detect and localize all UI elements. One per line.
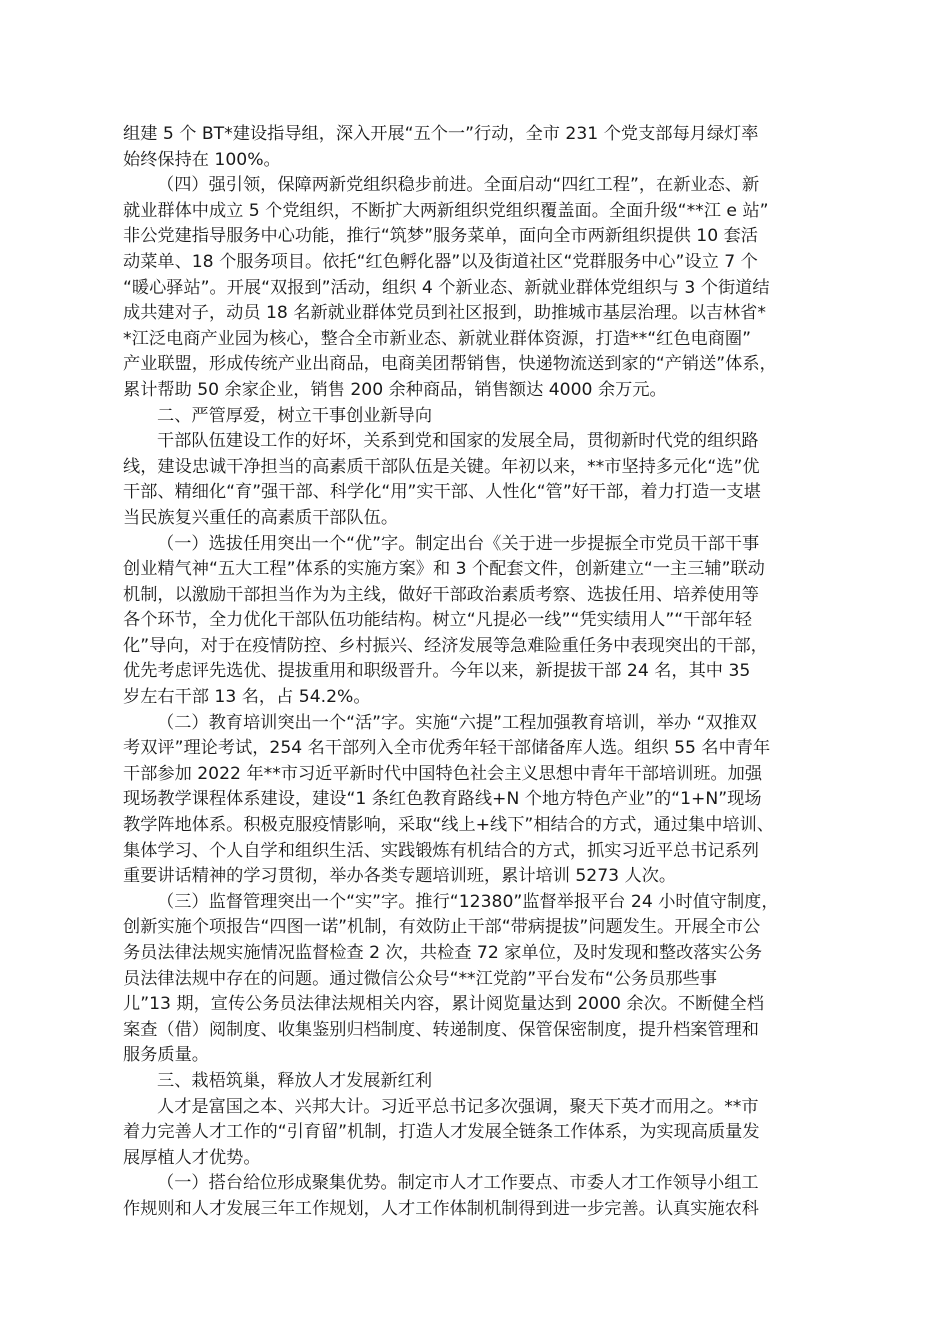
- text-line: 员法律法规中存在的问题。通过微信公众号“**江党韵”平台发布“公务员那些事: [123, 968, 717, 989]
- text-line: 岁左右干部 13 名，占 54.2%。: [123, 687, 371, 708]
- text-line: 重要讲话精神的学习贯彻，举办各类专题培训班，累计培训 5273 人次。: [123, 866, 677, 887]
- text-line: 动菜单、18 个服务项目。依托“红色孵化器”以及街道社区“党群服务中心”设立 7 个: [123, 251, 758, 272]
- text-line: 干部、精细化“育”强干部、科学化“用”实干部、人性化“管”好干部，着力打造一支堪: [123, 482, 761, 503]
- text-line: 当民族复兴重任的高素质干部队伍。: [123, 507, 399, 528]
- text-line: 干部队伍建设工作的好坏，关系到党和国家的发展全局，贯彻新时代党的组织路: [157, 431, 759, 452]
- text-line: 服务质量。: [123, 1045, 209, 1066]
- text-line: 化”导向，对于在疫情防控、乡村振兴、经济发展等急难险重任务中表现突出的干部，: [123, 635, 768, 656]
- text-line: 现场教学课程体系建设，建设“1 条红色教育路线+N 个地方特色产业”的“1+N”现场: [123, 789, 762, 810]
- text-line: 作规则和人才发展三年工作规划，人才工作体制机制得到进一步完善。认真实施农科: [123, 1198, 759, 1219]
- text-line: 各个环节，全力优化干部队伍功能结构。树立“凡提必一线”“凭实绩用人”“干部年轻: [123, 610, 752, 631]
- text-line: 二、严管厚爱，树立干事创业新导向: [157, 405, 433, 426]
- text-line: 人才是富国之本、兴邦大计。习近平总书记多次强调，聚天下英才而用之。**市: [157, 1096, 759, 1117]
- text-line: 务员法律法规实施情况监督检查 2 次，共检查 72 家单位，及时发现和整改落实公务: [123, 943, 763, 963]
- text-line: （三）监督管理突出一个“实”字。推行“12380”监督举报平台 24 小时值守制度，: [157, 891, 779, 912]
- document-body: [123, 122, 835, 1223]
- text-line: 组建 5 个 BT*建设指导组，深入开展“五个一”行动，全市 231 个党支部每月绿灯率: [123, 124, 759, 144]
- text-line: “暖心驿站”。开展“双报到”活动，组织 4 个新业态、新就业群体党组织与 3 个街道结: [123, 277, 770, 298]
- text-line: 创新实施个项报告“四图一诺”机制，有效防止干部“带病提拔”问题发生。开展全市公: [123, 917, 761, 938]
- text-line: 就业群体中成立 5 个党组织，不断扩大两新组织党组织覆盖面。全面升级“**江 e 站”: [123, 200, 769, 221]
- text-line: 优先考虑评先选优、提拔重用和职级晋升。今年以来，新提拔干部 24 名，其中 35: [123, 661, 751, 682]
- text-line: 集体学习、个人自学和组织生活、实践锻炼有机结合的方式，抓实习近平总书记系列: [123, 840, 759, 861]
- text-line: 着力完善人才工作的“引育留”机制，打造人才发展全链条工作体系，为实现高质量发: [123, 1122, 760, 1143]
- text-line: 始终保持在 100%。: [123, 149, 281, 170]
- text-line: 展厚植人才优势。: [123, 1147, 261, 1168]
- text-line: 案查（借）阅制度、收集鉴别归档制度、转递制度、保管保密制度，提升档案管理和: [123, 1019, 759, 1040]
- text-line: 产业联盟，形成传统产业出商品，电商美团帮销售，快递物流送到家的“产销送”体系，: [123, 354, 777, 375]
- text-line: （四）强引领，保障两新党组织稳步前进。全面启动“四红工程”，在新业态、新: [157, 175, 760, 196]
- text-line: 考双评”理论考试，254 名干部列入全市优秀年轻干部储备库人选。组织 55 名中青年: [123, 738, 771, 759]
- text-line: 教学阵地体系。积极克服疫情影响，采取“线上+线下”相结合的方式，通过集中培训、: [123, 815, 774, 836]
- text-line: 非公党建指导服务中心功能，推行“筑梦”服务菜单，面向全市两新组织提供 10 套活: [123, 226, 758, 247]
- text-line: *江泛电商产业园为核心，整合全市新业态、新就业群体资源，打造**“红色电商圈”: [123, 328, 751, 349]
- text-line: （二）教育培训突出一个“活”字。实施“六提”工程加强教育培训，举办 “双推双: [157, 712, 757, 733]
- text-line: 干部参加 2022 年**市习近平新时代中国特色社会主义思想中青年干部培训班。加强: [123, 763, 763, 784]
- text-line: （一）搭台给位形成聚集优势。制定市人才工作要点、市委人才工作领导小组工: [157, 1173, 759, 1194]
- text-line: 机制，以激励干部担当作为为主线，做好干部政治素质考察、选拔任用、培养使用等: [123, 584, 759, 605]
- text-line: 线，建设忠诚干净担当的高素质干部队伍是关键。年初以来，**市坚持多元化“选”优: [123, 456, 760, 477]
- text-line: （一）选拔任用突出一个“优”字。制定出台《关于进一步提振全市党员干部干事: [157, 533, 760, 554]
- text-line: 累计帮助 50 余家企业，销售 200 余种商品，销售额达 4000 余万元。: [123, 379, 667, 400]
- text-line: 成共建对子，动员 18 名新就业群体党员到社区报到，助推城市基层治理。以吉林省*: [123, 303, 766, 324]
- text-line: 儿”13 期，宣传公务员法律法规相关内容，累计阅览量达到 2000 余次。不断健全档: [123, 994, 764, 1015]
- text-line: 创业精气神“五大工程”体系的实施方案》和 3 个配套文件，创新建立“一主三辅”联动: [123, 559, 765, 580]
- text-line: 三、栽梧筑巢，释放人才发展新红利: [157, 1070, 433, 1091]
